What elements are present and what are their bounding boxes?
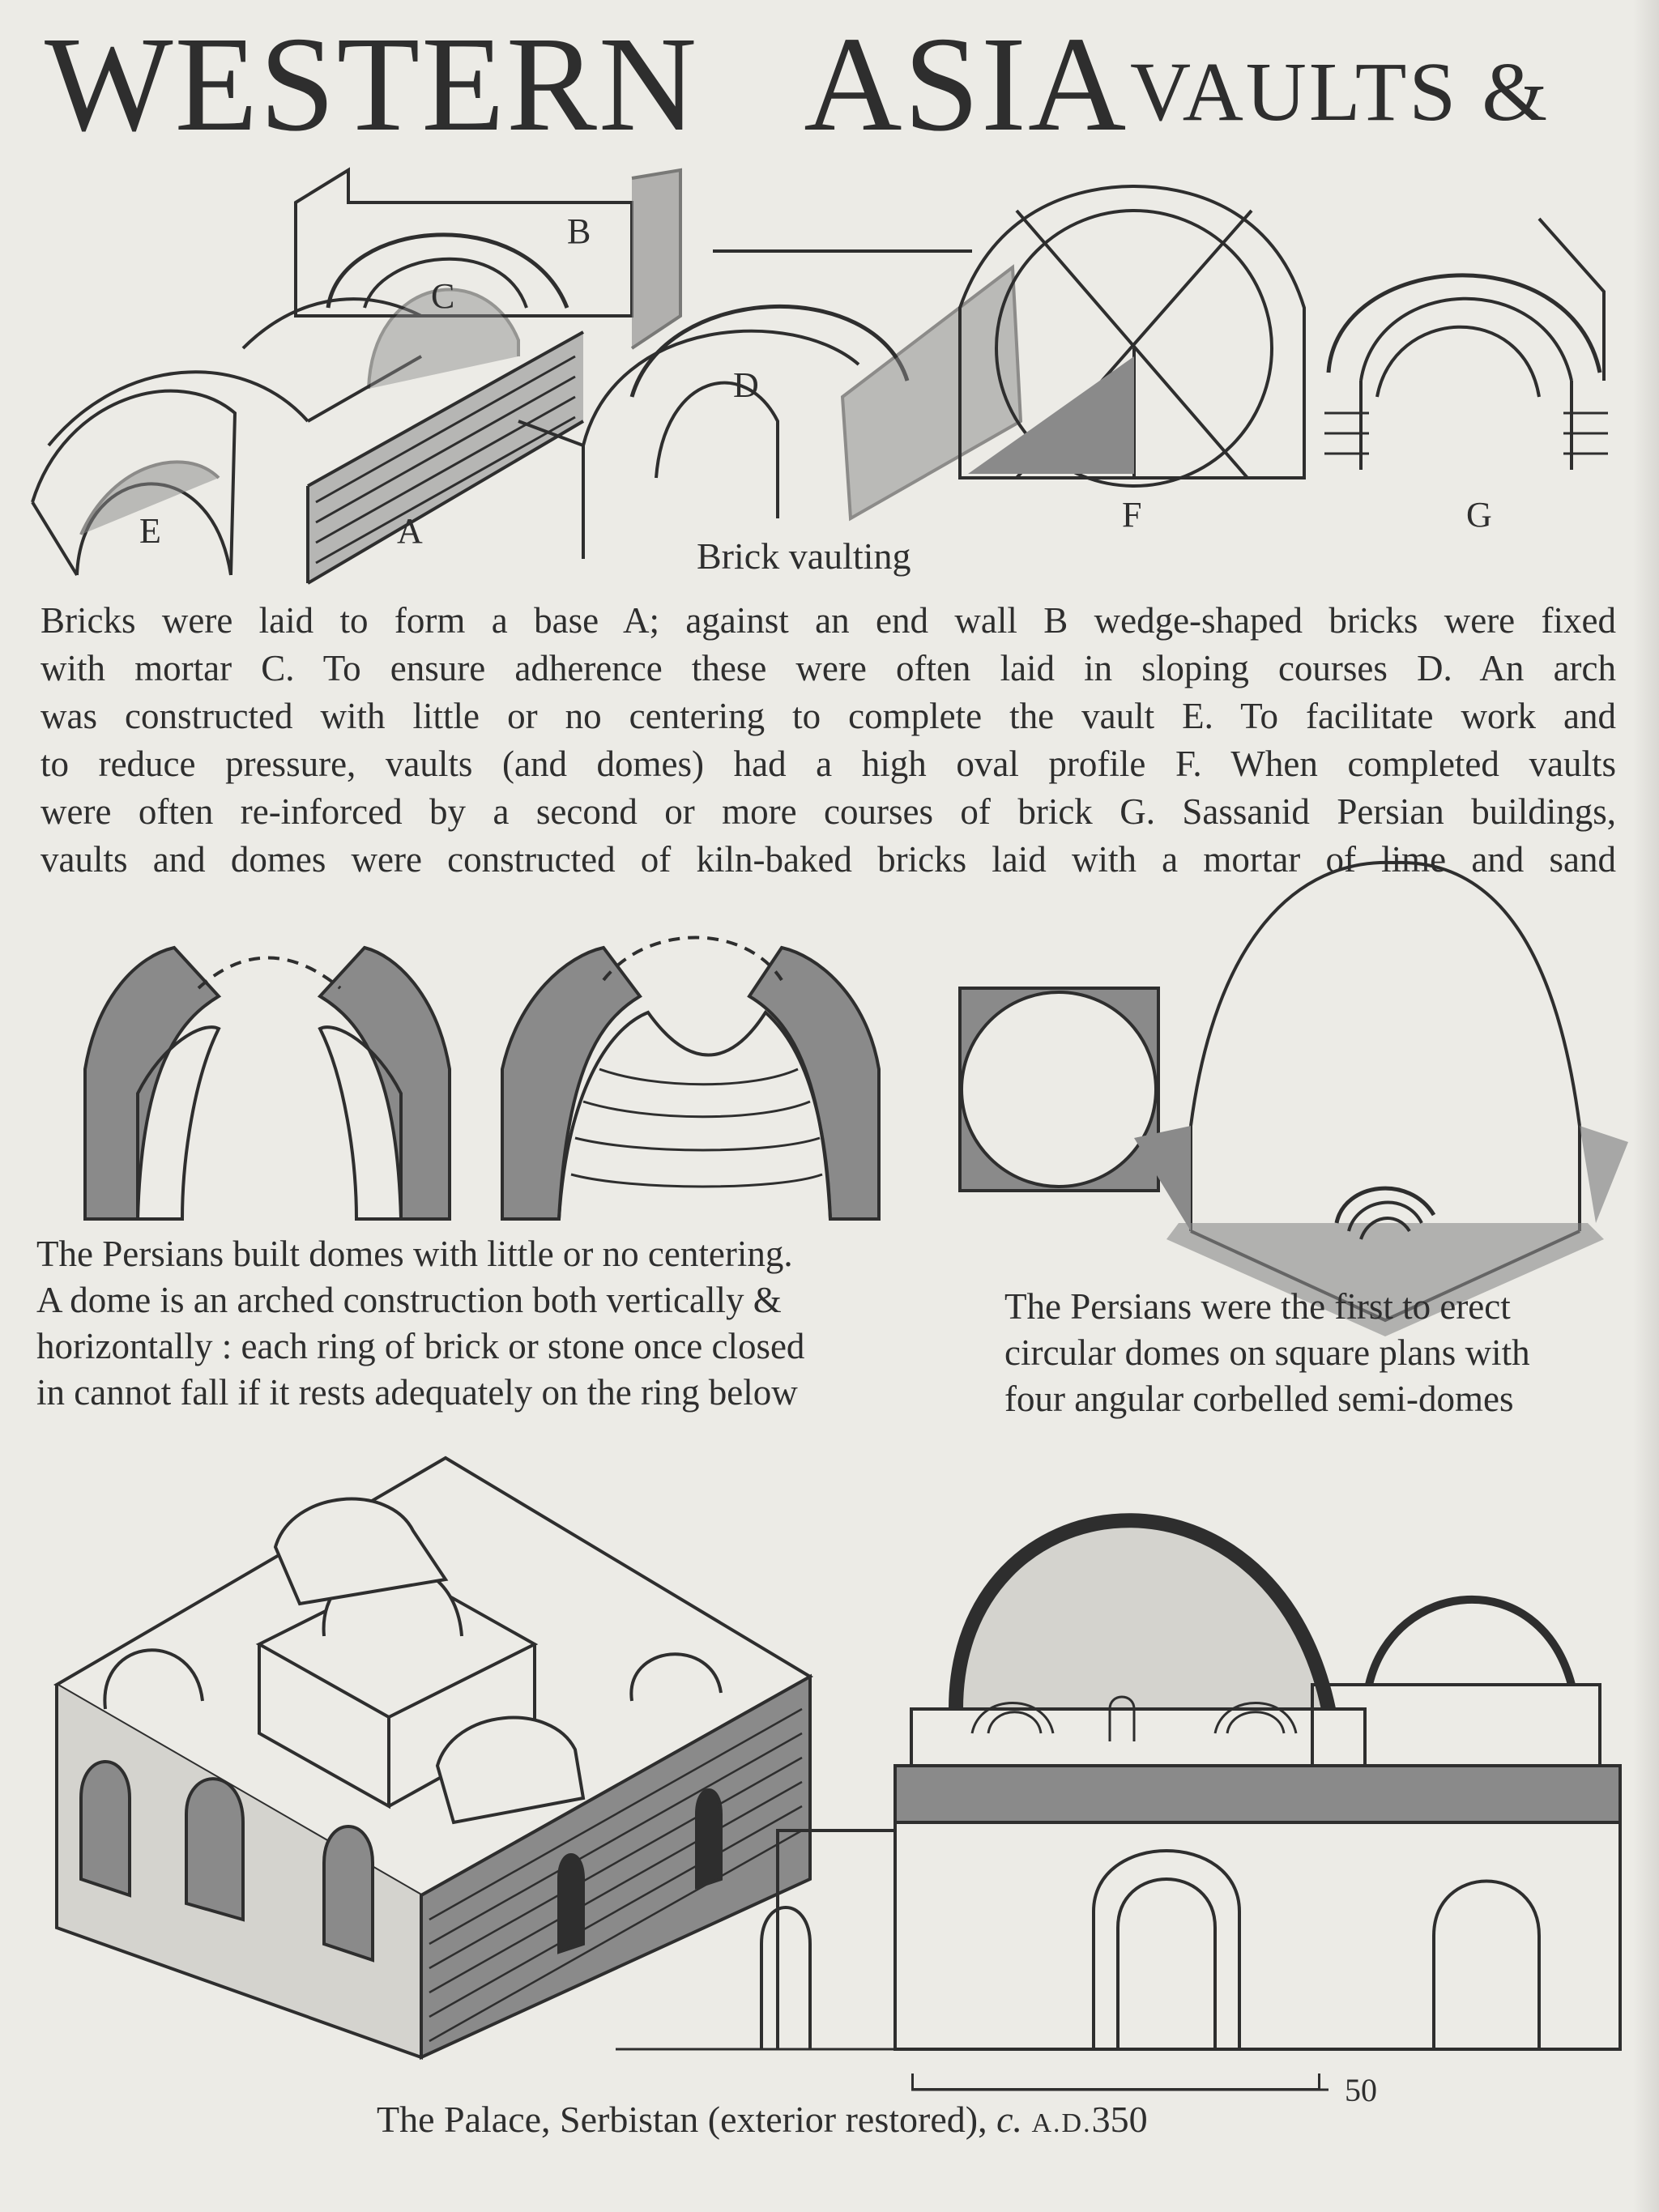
text-line: in cannot fall if it rests adequately on the ring below	[36, 1372, 798, 1413]
text-line: circular domes on square plans with	[1004, 1332, 1530, 1373]
label-a: A	[397, 511, 423, 551]
text-line: four angular corbelled semi-domes	[1004, 1379, 1514, 1419]
page-subtitle: VAULTS &	[1130, 45, 1550, 139]
scale-bar-tick-left	[911, 2073, 914, 2090]
palace-caption	[377, 2098, 1148, 2141]
caption-era: A.D.	[1031, 2108, 1092, 2138]
caption-circa: c.	[996, 2099, 1022, 2140]
scale-bar-line	[911, 2088, 1320, 2091]
dome-construction-figure	[0, 931, 932, 1231]
label-g: G	[1466, 495, 1492, 535]
paragraph-line: Bricks were laid to form a base A; against an end wall B wedge-shaped bricks were fixed	[41, 600, 1616, 641]
scale-bar-tick-right	[1318, 2073, 1320, 2090]
label-f: F	[1122, 495, 1142, 535]
page-edge-shadow	[1633, 0, 1659, 2212]
paragraph-line: to reduce pressure, vaults (and domes) had a high oval profile F. When completed vaults	[41, 744, 1616, 784]
paragraph-line: were often re-inforced by a second or more courses of brick G. Sassanid Persian buildings,	[41, 791, 1616, 832]
dome-construction-text	[36, 1231, 804, 1416]
text-line: The Persians were the first to erect	[1004, 1286, 1511, 1327]
paragraph-line: with mortar C. To ensure adherence these were often laid in sloping courses D. An arch	[41, 648, 1616, 688]
square-plan-text	[1004, 1284, 1530, 1422]
brick-vaulting-caption: Brick vaulting	[697, 535, 911, 577]
paragraph-line: was constructed with little or no centering to complete the vault E. To facilitate work and	[41, 696, 1616, 736]
label-d: D	[733, 365, 759, 405]
label-e: E	[139, 511, 161, 551]
paragraph-line: vaults and domes were constructed of kiln-baked bricks laid with a mortar of lime and sand	[41, 839, 1616, 880]
caption-main: The Palace, Serbistan (exterior restored),	[377, 2099, 987, 2140]
palace-section-figure	[616, 1442, 1612, 2057]
caption-year: 350	[1091, 2099, 1148, 2140]
title-word-western: WESTERN	[45, 9, 699, 160]
title-word-asia: ASIA	[804, 9, 1128, 160]
label-c: C	[431, 276, 455, 316]
text-line: The Persians built domes with little or no centering.	[36, 1234, 793, 1274]
text-line: A dome is an arched construction both vertically &	[36, 1280, 782, 1320]
text-line: horizontally : each ring of brick or stone once closed	[36, 1326, 805, 1366]
scale-label: 50	[1345, 2072, 1377, 2108]
dome-on-square-figure	[932, 413, 1628, 1280]
page-title	[45, 9, 1128, 160]
label-b: B	[567, 211, 591, 251]
